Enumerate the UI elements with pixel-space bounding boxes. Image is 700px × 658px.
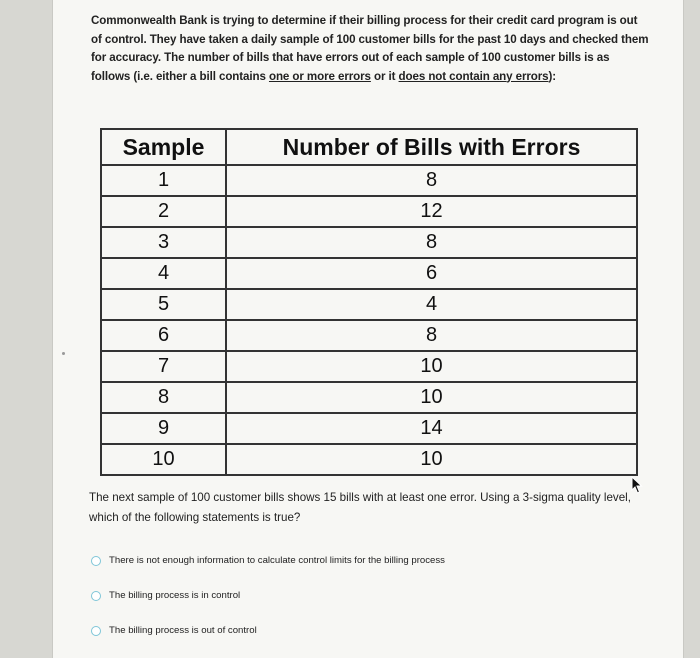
- table-row: [101, 289, 637, 320]
- intro-text-2: or it: [370, 69, 399, 83]
- errors-cell: 12: [226, 196, 637, 227]
- table-row: [101, 320, 637, 351]
- radio-button[interactable]: [91, 556, 101, 566]
- errors-cell: 14: [226, 413, 637, 444]
- errors-cell: 10: [226, 351, 637, 382]
- sample-cell: 4: [101, 258, 226, 289]
- table-header-row: [101, 129, 637, 165]
- sample-cell: 8: [101, 382, 226, 413]
- table-row: [101, 382, 637, 413]
- table-row: [101, 227, 637, 258]
- radio-button[interactable]: [91, 626, 101, 636]
- sample-cell: 10: [101, 444, 226, 475]
- header-sample: Sample: [101, 129, 226, 165]
- mouse-cursor-icon: [631, 476, 643, 494]
- stray-mark: [62, 352, 65, 355]
- data-table: [100, 128, 638, 476]
- table-row: [101, 351, 637, 382]
- radio-button[interactable]: [91, 591, 101, 601]
- table-row: [101, 258, 637, 289]
- sample-cell: 9: [101, 413, 226, 444]
- intro-underline-2: does not contain any errors: [398, 69, 549, 83]
- option-label: The billing process is in control: [109, 590, 241, 601]
- errors-cell: 4: [226, 289, 637, 320]
- errors-cell: 6: [226, 258, 637, 289]
- table-row: [101, 196, 637, 227]
- table-row: [101, 444, 637, 475]
- header-errors: Number of Bills with Errors: [226, 129, 637, 165]
- sample-cell: 1: [101, 165, 226, 196]
- option-label: The billing process is out of control: [109, 625, 257, 636]
- sample-cell: 3: [101, 227, 226, 258]
- document-page: [52, 0, 684, 658]
- problem-statement: [91, 12, 651, 86]
- sample-cell: 7: [101, 351, 226, 382]
- option-out-of-control[interactable]: [91, 625, 257, 636]
- table-row: [101, 413, 637, 444]
- table-row: [101, 165, 637, 196]
- intro-text-3: ):: [548, 69, 557, 83]
- option-label: There is not enough information to calculate control limits for the billing process: [109, 555, 445, 566]
- intro-text-1: Commonwealth Bank is trying to determine if their billing process for their credit card program is out of control. They have taken a daily sample of 100 customer bills for the past 10 days and checked them for accuracy. The number of bills that have errors out of each sample of 100 customer bills is as follows (i.e. either a bill contains: [91, 14, 649, 83]
- errors-cell: 8: [226, 165, 637, 196]
- question-text: The next sample of 100 customer bills shows 15 bills with at least one error. Using a 3-sigma quality level, which of the following statements is true?: [89, 491, 631, 524]
- option-not-enough-info[interactable]: [91, 555, 445, 566]
- sample-cell: 6: [101, 320, 226, 351]
- sample-cell: 2: [101, 196, 226, 227]
- errors-cell: 10: [226, 382, 637, 413]
- option-in-control[interactable]: [91, 590, 240, 601]
- sample-cell: 5: [101, 289, 226, 320]
- intro-underline-1: one or more errors: [268, 69, 371, 83]
- errors-cell: 8: [226, 320, 637, 351]
- errors-cell: 10: [226, 444, 637, 475]
- errors-cell: 8: [226, 227, 637, 258]
